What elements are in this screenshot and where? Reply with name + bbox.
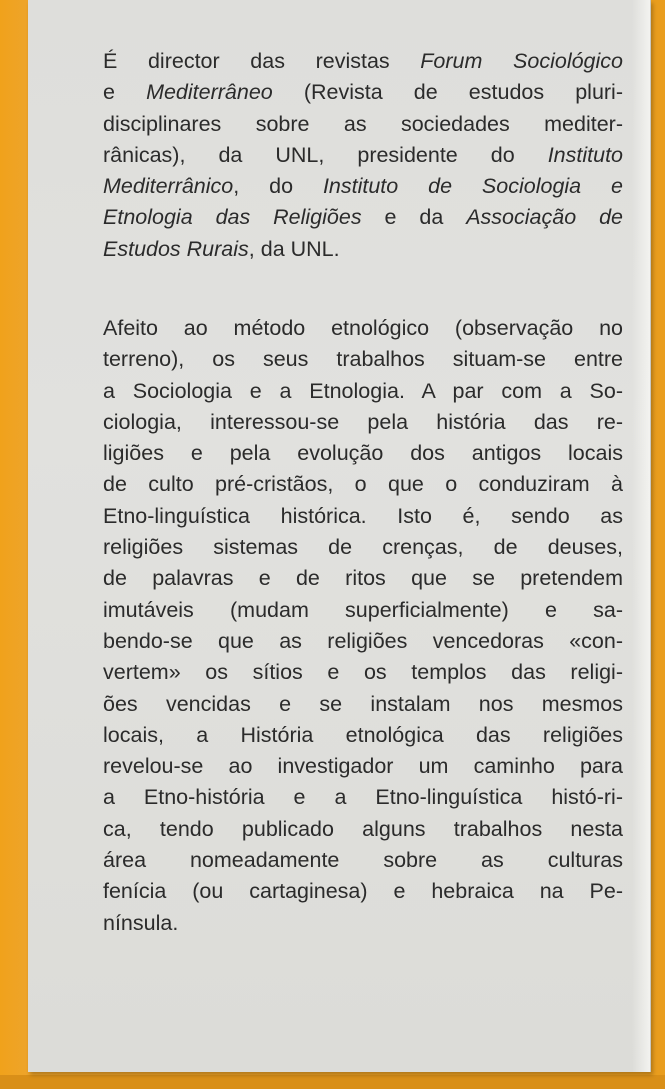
p2-line: Afeito ao método etnológico (observação no: [103, 316, 623, 340]
p1-l2-text-b: (Revista de estudos pluri-: [272, 80, 623, 105]
p2-line: bendo-se que as religiões vencedoras «con-: [103, 628, 623, 653]
p2-line: ligiões e pela evolução dos antigos locais: [103, 441, 623, 466]
p2-line: a Sociologia e a Etnologia. A par com a So-: [103, 378, 623, 403]
p1-line-6: [103, 202, 623, 233]
p2-line: religiões sistemas de crenças, de deuses,: [103, 535, 623, 560]
p2-line: terreno), os seus trabalhos situam-se entre: [103, 347, 623, 372]
p1-line-5: [103, 171, 623, 202]
p1-l4-text: rânicas), da UNL, presidente do: [103, 142, 548, 167]
p1-l7-text: , da UNL.: [248, 236, 340, 261]
p1-l4-italic-instituto: Instituto: [547, 142, 623, 167]
p2-line: de culto pré-cristãos, o que o conduziram à: [103, 472, 623, 497]
p2-line: ciologia, interessou-se pela história das re-: [103, 409, 623, 434]
p1-l7-italic-estudos-rurais: Estudos Rurais: [103, 236, 249, 261]
p1-l1-text: É director das revistas: [103, 49, 421, 73]
p1-l6-italic-etnologia: Etnologia das Religiões: [103, 205, 362, 230]
p1-l2-text-a: e: [103, 80, 147, 105]
book-flap-card: [28, 0, 651, 1072]
bottom-shadow-strip: [0, 1075, 665, 1089]
p1-l6-italic-associacao: Associação de: [466, 205, 623, 230]
p1-l5-text: , do: [233, 174, 323, 199]
p2-line: revelou-se ao investigador um caminho para: [103, 754, 623, 779]
biography-paragraph-2: [103, 313, 623, 939]
p2-line: fenícia (ou cartaginesa) e hebraica na Pe-: [103, 879, 623, 904]
p1-line-2: [103, 77, 623, 108]
p2-line: ca, tendo publicado alguns trabalhos nesta: [103, 816, 623, 841]
p2-line: ões vencidas e se instalam nos mesmos: [103, 691, 623, 716]
p1-l1-italic-forum: Forum Sociológico: [420, 49, 623, 73]
p2-line: vertem» os sítios e os templos das religi-: [103, 660, 623, 685]
card-right-edge: [632, 0, 650, 1072]
p1-line-7: [103, 234, 623, 265]
p2-line: área nomeadamente sobre as culturas: [103, 848, 623, 873]
p2-line: Etno-linguística histórica. Isto é, sendo as: [103, 503, 623, 528]
p2-line-last: nínsula.: [103, 910, 179, 935]
p1-line-4: [103, 140, 623, 171]
p2-line: locais, a História etnológica das religiões: [103, 722, 623, 747]
p2-line: de palavras e de ritos que se pretendem: [103, 566, 623, 591]
p1-line-3: disciplinares sobre as sociedades mediter-: [103, 111, 623, 136]
p1-l5-italic-instituto-sociologia: Instituto de Sociologia e: [322, 174, 623, 199]
biography-paragraph-1: [103, 46, 623, 265]
p1-l5-italic-mediterranico: Mediterrânico: [103, 174, 234, 199]
p1-l2-italic-mediterraneo: Mediterrâneo: [146, 80, 273, 105]
p1-l6-text: e da: [361, 205, 467, 230]
p2-line: a Etno-história e a Etno-linguística histó-ri-: [103, 785, 623, 810]
p2-line: imutáveis (mudam superficialmente) e sa-: [103, 597, 623, 622]
p1-line-1: [103, 46, 623, 77]
